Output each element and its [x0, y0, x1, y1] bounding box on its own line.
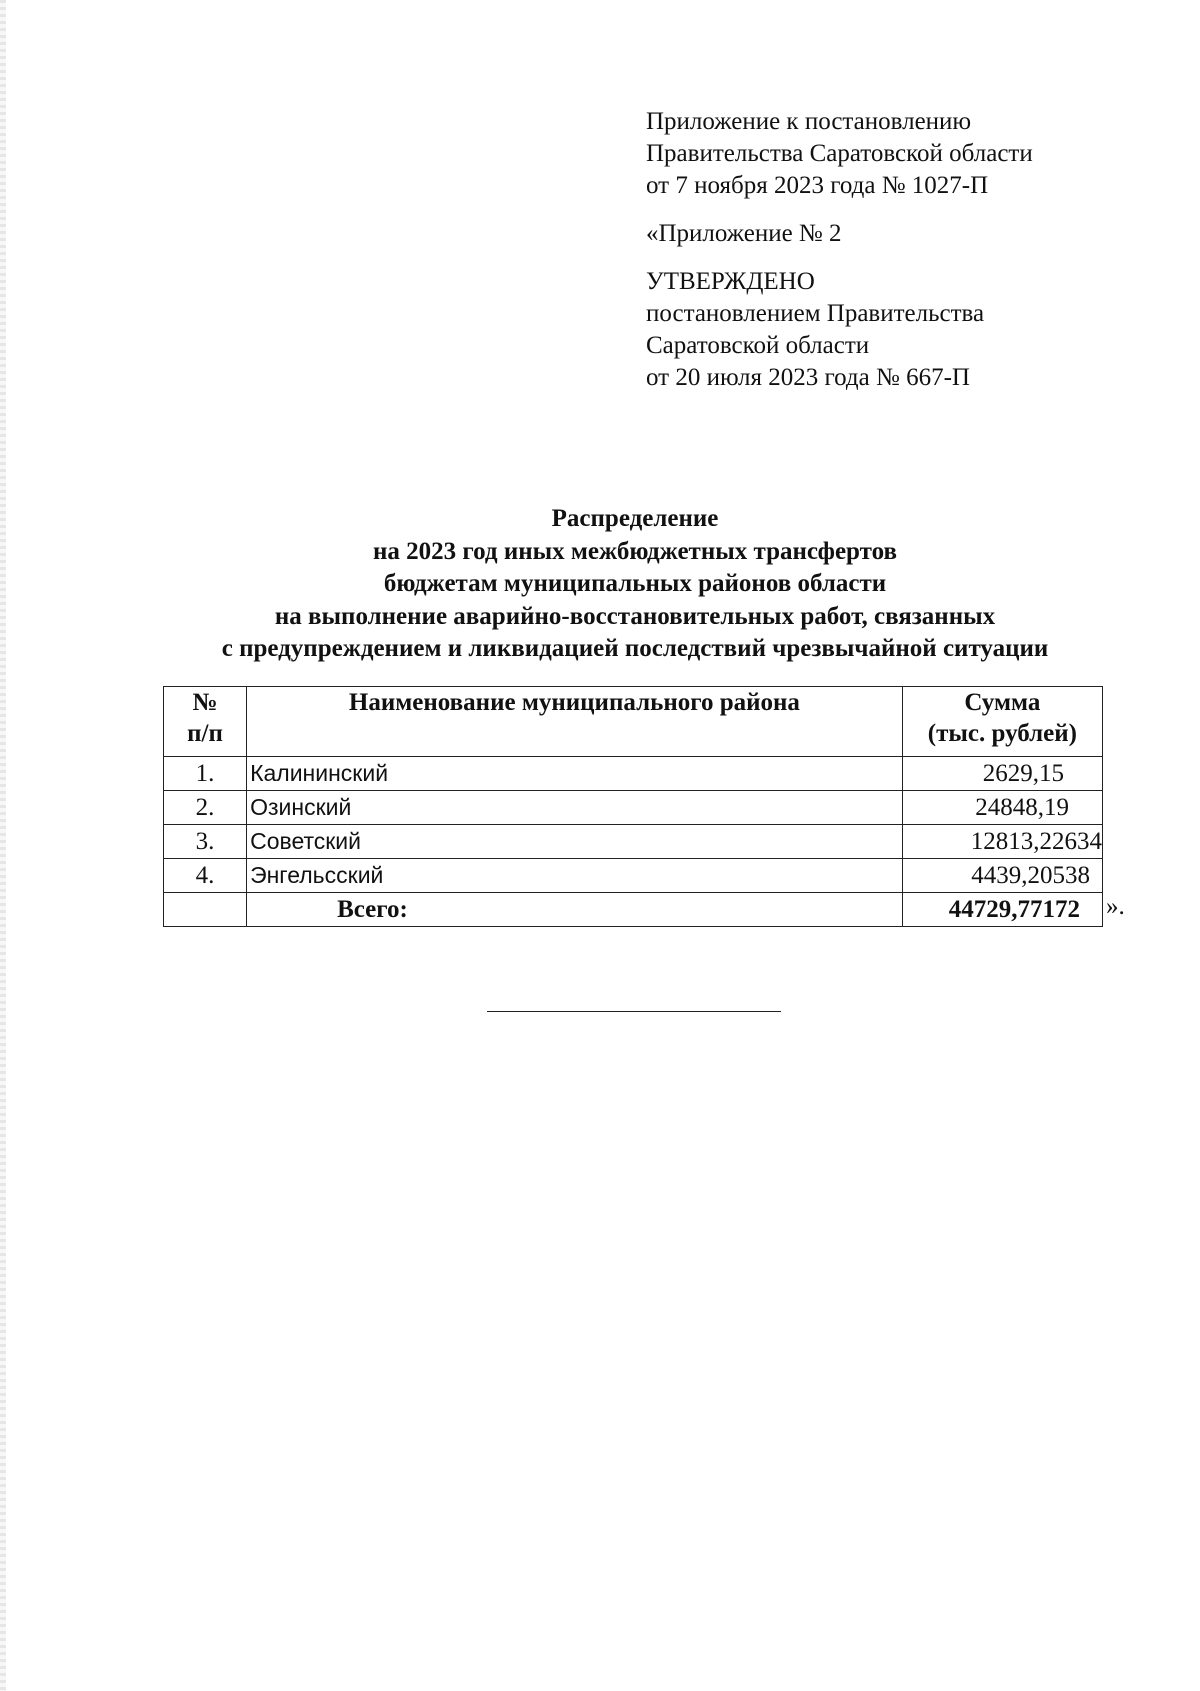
district-sum: 12813,22634: [902, 825, 1102, 859]
header-no: № п/п: [164, 687, 247, 757]
approved-line-4: от 20 июля 2023 года № 667-П: [646, 364, 970, 391]
annex-line-1: Приложение к постановлению: [646, 108, 972, 135]
annex-line-2: Правительства Саратовской области: [646, 140, 1033, 167]
closing-quote: ».: [1106, 893, 1125, 920]
title-line-3: бюджетам муниципальных районов области: [383, 570, 887, 597]
document-title: [130, 503, 1140, 666]
table-total-row: [164, 893, 1103, 927]
row-number: 2.: [164, 791, 247, 825]
end-rule: [487, 1011, 781, 1012]
row-number: 3.: [164, 825, 247, 859]
district-name: Калининский: [247, 757, 903, 791]
header-sum: Сумма (тыс. рублей): [902, 687, 1102, 757]
table-row: [164, 825, 1103, 859]
table-row: [164, 757, 1103, 791]
table-row: [164, 859, 1103, 893]
district-name: Советский: [247, 825, 903, 859]
row-number: 1.: [164, 757, 247, 791]
total-sum: 44729,77172: [902, 893, 1102, 927]
district-name: Энгельсский: [247, 859, 903, 893]
approved-line-2: постановлением Правительства: [646, 300, 985, 327]
approved-line-3: Саратовской области: [646, 332, 870, 359]
annex-line-3: от 7 ноября 2023 года № 1027-П: [646, 172, 989, 199]
header-block: [646, 106, 1166, 394]
district-sum: 4439,20538: [902, 859, 1102, 893]
district-sum: 24848,19: [902, 791, 1102, 825]
row-number: 4.: [164, 859, 247, 893]
distribution-table: [163, 686, 1103, 927]
title-line-5: с предупреждением и ликвидацией последствий чрезвычайной ситуации: [221, 635, 1049, 662]
district-sum: 2629,15: [902, 757, 1102, 791]
table-header-row: [164, 687, 1103, 757]
header-name: Наименование муниципального района: [247, 687, 903, 757]
table-row: [164, 791, 1103, 825]
scan-edge: [0, 0, 6, 1691]
title-line-4: на выполнение аварийно-восстановительных работ, связанных: [274, 602, 996, 630]
total-number-cell: [164, 893, 247, 927]
district-name: Озинский: [247, 791, 903, 825]
title-line-1: Распределение: [551, 505, 719, 532]
appendix-label: «Приложение № 2: [646, 220, 842, 247]
title-line-2: на 2023 год иных межбюджетных трансфертов: [373, 537, 897, 565]
approved-label: УТВЕРЖДЕНО: [646, 268, 815, 295]
total-label: Всего:: [247, 893, 903, 927]
